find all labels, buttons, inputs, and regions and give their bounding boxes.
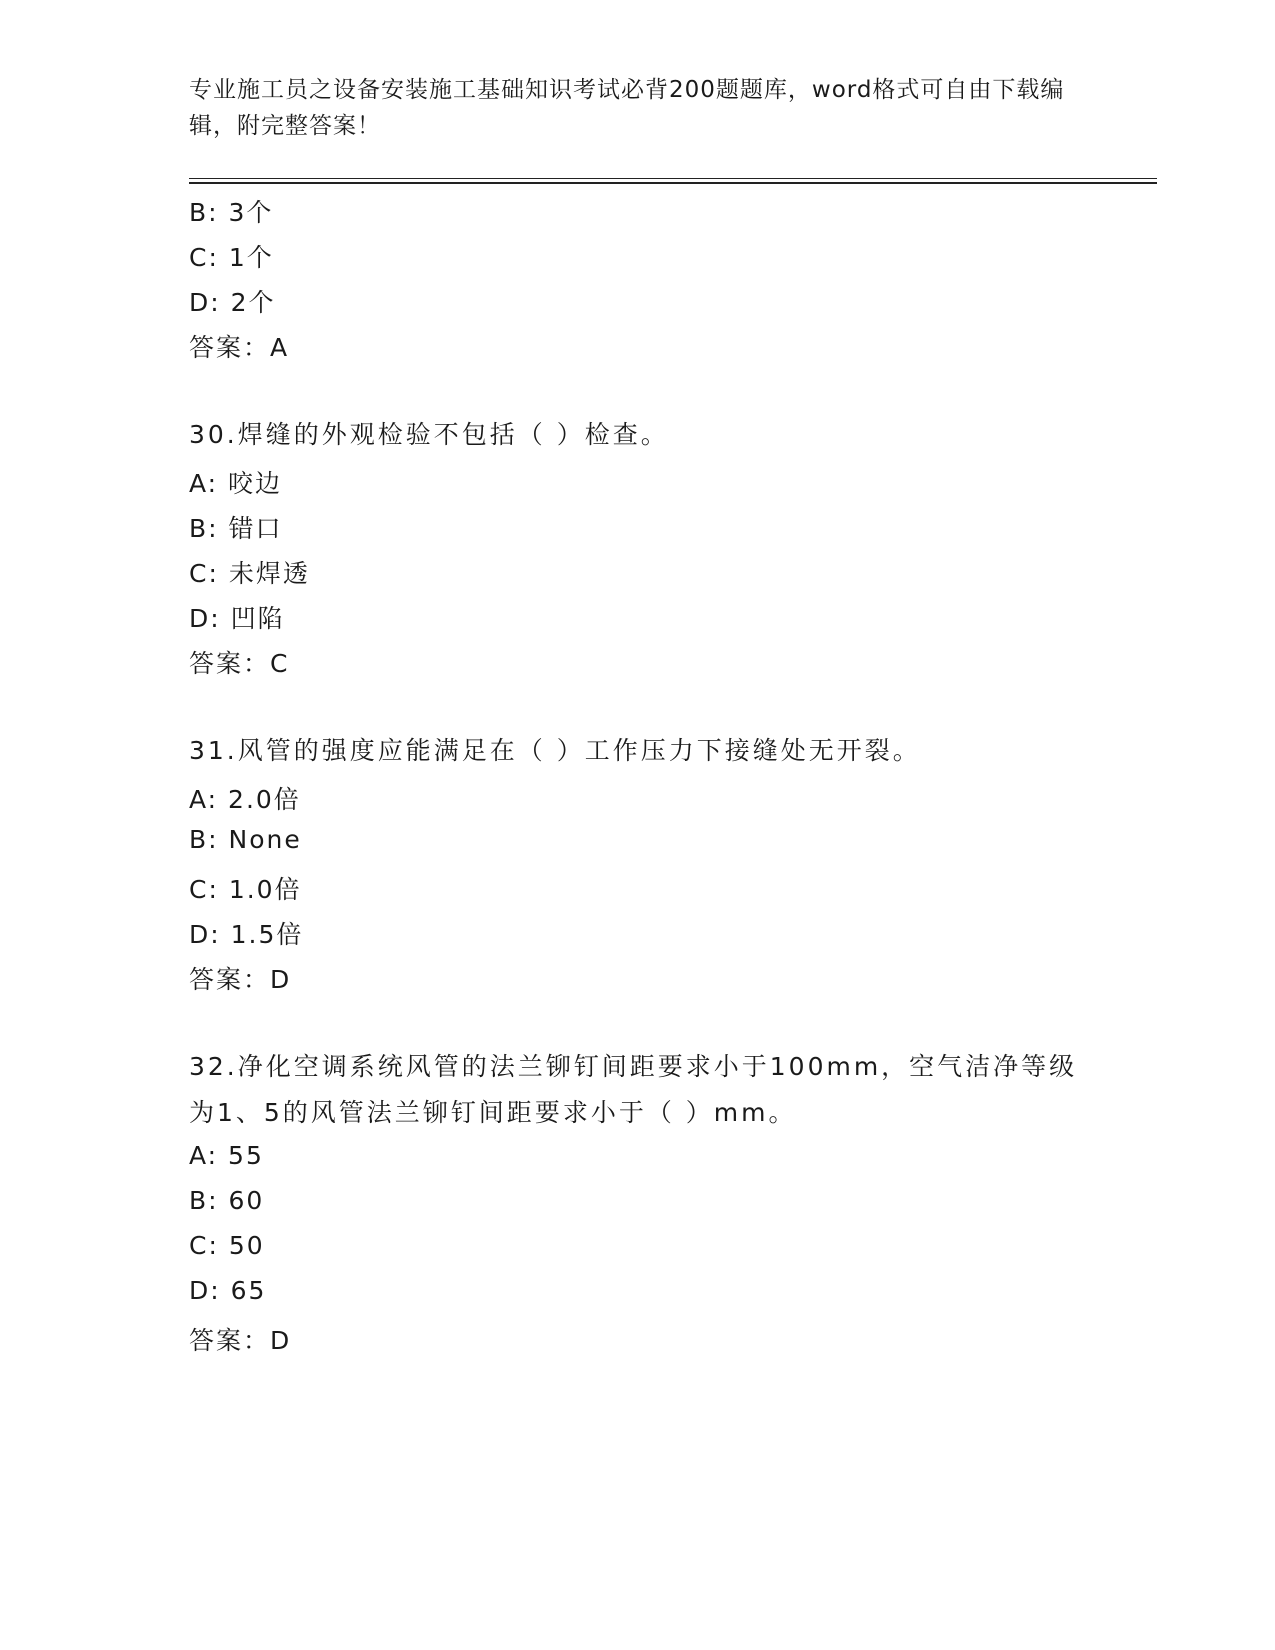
question-31-option-b: B: None [189,825,302,854]
question-31-answer: 答案：D [189,965,292,994]
option-d: D: 2个 [189,288,276,317]
question-31-text: 31.风管的强度应能满足在（ ）工作压力下接缝处无开裂。 [189,736,921,765]
header-rule-bottom [189,182,1157,184]
question-30-option-a: A: 咬边 [189,469,283,498]
header-rule-top [189,178,1157,179]
answer-line: 答案：A [189,333,290,362]
question-31-option-d: D: 1.5倍 [189,920,304,949]
question-31-option-c: C: 1.0倍 [189,875,302,904]
question-31-option-a: A: 2.0倍 [189,785,301,814]
question-32-option-a: A: 55 [189,1141,264,1170]
question-30-option-d: D: 凹陷 [189,604,285,633]
option-b: B: 3个 [189,198,274,227]
question-32-option-d: D: 65 [189,1276,267,1305]
question-30-option-b: B: 错口 [189,514,283,543]
question-32-option-c: C: 50 [189,1231,265,1260]
question-30-text: 30.焊缝的外观检验不包括（ ）检查。 [189,420,669,449]
question-32-option-b: B: 60 [189,1186,265,1215]
question-32-answer: 答案：D [189,1326,292,1355]
question-30-option-c: C: 未焊透 [189,559,310,588]
document-header: 专业施工员之设备安装施工基础知识考试必背200题题库，word格式可自由下载编辑，附完整答案！ [189,77,1065,139]
question-30-answer: 答案：C [189,649,290,678]
question-32-text: 32.净化空调系统风管的法兰铆钉间距要求小于100mm，空气洁净等级为1、5的风管法兰铆钉间距要求小于（ ）mm。 [189,1052,1078,1127]
option-c: C: 1个 [189,243,274,272]
